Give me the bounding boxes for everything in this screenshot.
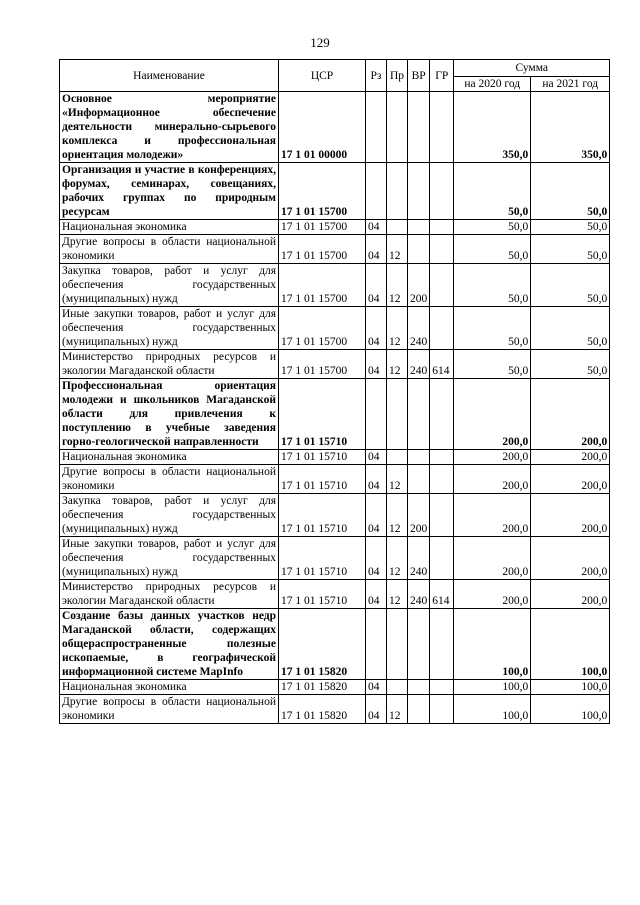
row-sum-2020: 200,0 [454, 537, 531, 580]
row-pr [387, 92, 408, 163]
row-sum-2021: 50,0 [531, 307, 610, 350]
row-vr: 240 [408, 307, 430, 350]
header-pr: Пр [387, 60, 408, 92]
row-pr: 12 [387, 695, 408, 724]
row-gr [430, 92, 454, 163]
row-pr [387, 220, 408, 235]
row-gr [430, 220, 454, 235]
row-vr [408, 379, 430, 450]
table-body [60, 92, 610, 724]
row-name: Основное мероприятие «Информационное обеспечение деятельности минерально-сырьевого комплекса и профессиональная ориентация молодежи» [60, 92, 279, 163]
row-gr [430, 609, 454, 680]
row-rz [366, 92, 387, 163]
row-name: Национальная экономика [60, 220, 279, 235]
row-sum-2020: 350,0 [454, 92, 531, 163]
row-vr [408, 465, 430, 494]
row-gr: 614 [430, 580, 454, 609]
row-name: Министерство природных ресурсов и экологии Магаданской области [60, 580, 279, 609]
row-gr [430, 450, 454, 465]
row-pr [387, 163, 408, 220]
table-row [60, 465, 610, 494]
row-vr [408, 92, 430, 163]
row-csr: 17 1 01 15700 [279, 163, 366, 220]
row-pr: 12 [387, 537, 408, 580]
row-rz: 04 [366, 695, 387, 724]
row-rz: 04 [366, 350, 387, 379]
row-rz: 04 [366, 537, 387, 580]
row-rz: 04 [366, 235, 387, 264]
row-sum-2020: 100,0 [454, 695, 531, 724]
row-csr: 17 1 01 15710 [279, 580, 366, 609]
row-gr [430, 163, 454, 220]
table-row [60, 379, 610, 450]
row-csr: 17 1 01 00000 [279, 92, 366, 163]
row-rz: 04 [366, 264, 387, 307]
row-sum-2020: 100,0 [454, 680, 531, 695]
row-name: Закупка товаров, работ и услуг для обеспечения государственных (муниципальных) нужд [60, 494, 279, 537]
table-row [60, 537, 610, 580]
row-vr: 240 [408, 580, 430, 609]
row-vr: 200 [408, 264, 430, 307]
row-vr [408, 235, 430, 264]
row-sum-2021: 100,0 [531, 609, 610, 680]
row-csr: 17 1 01 15700 [279, 235, 366, 264]
row-sum-2021: 200,0 [531, 494, 610, 537]
row-name: Другие вопросы в области национальной экономики [60, 465, 279, 494]
table-row [60, 580, 610, 609]
row-gr [430, 680, 454, 695]
table-row [60, 350, 610, 379]
row-pr: 12 [387, 465, 408, 494]
row-name: Другие вопросы в области национальной экономики [60, 695, 279, 724]
row-vr: 240 [408, 350, 430, 379]
row-pr [387, 609, 408, 680]
row-vr [408, 680, 430, 695]
budget-table [59, 59, 610, 724]
table-row [60, 307, 610, 350]
table-row [60, 680, 610, 695]
row-name: Национальная экономика [60, 450, 279, 465]
table-row [60, 235, 610, 264]
row-sum-2021: 50,0 [531, 264, 610, 307]
row-gr [430, 695, 454, 724]
header-year-2021: на 2021 год [531, 77, 610, 92]
row-pr: 12 [387, 580, 408, 609]
row-sum-2021: 100,0 [531, 680, 610, 695]
header-vr: ВР [408, 60, 430, 92]
row-pr [387, 450, 408, 465]
row-gr [430, 379, 454, 450]
row-rz: 04 [366, 307, 387, 350]
row-name: Закупка товаров, работ и услуг для обеспечения государственных (муниципальных) нужд [60, 264, 279, 307]
row-sum-2020: 50,0 [454, 235, 531, 264]
row-pr: 12 [387, 307, 408, 350]
row-csr: 17 1 01 15700 [279, 350, 366, 379]
table-row [60, 163, 610, 220]
row-sum-2021: 50,0 [531, 220, 610, 235]
row-rz: 04 [366, 580, 387, 609]
header-sum: Сумма [454, 60, 610, 77]
table-row [60, 609, 610, 680]
table-row [60, 220, 610, 235]
row-pr [387, 680, 408, 695]
row-name: Профессиональная ориентация молодежи и школьников Магаданской области для привлечения к поступлению в учебные заведения горно-геологической направленности [60, 379, 279, 450]
table-row [60, 92, 610, 163]
row-csr: 17 1 01 15700 [279, 307, 366, 350]
row-csr: 17 1 01 15710 [279, 465, 366, 494]
row-csr: 17 1 01 15710 [279, 379, 366, 450]
row-csr: 17 1 01 15710 [279, 494, 366, 537]
table-row [60, 494, 610, 537]
row-vr: 240 [408, 537, 430, 580]
row-sum-2020: 200,0 [454, 379, 531, 450]
row-vr [408, 695, 430, 724]
row-name: Иные закупки товаров, работ и услуг для обеспечения государственных (муниципальных) нужд [60, 537, 279, 580]
row-pr [387, 379, 408, 450]
row-name: Организация и участие в конференциях, форумах, семинарах, совещаниях, рабочих группах по природным ресурсам [60, 163, 279, 220]
row-sum-2021: 50,0 [531, 350, 610, 379]
table-row [60, 450, 610, 465]
row-gr [430, 494, 454, 537]
row-pr: 12 [387, 264, 408, 307]
row-name: Министерство природных ресурсов и экологии Магаданской области [60, 350, 279, 379]
row-sum-2021: 50,0 [531, 163, 610, 220]
row-sum-2020: 200,0 [454, 450, 531, 465]
row-pr: 12 [387, 235, 408, 264]
row-gr [430, 465, 454, 494]
row-sum-2021: 200,0 [531, 580, 610, 609]
row-rz [366, 609, 387, 680]
row-csr: 17 1 01 15700 [279, 220, 366, 235]
row-pr: 12 [387, 494, 408, 537]
row-sum-2020: 50,0 [454, 350, 531, 379]
row-sum-2020: 50,0 [454, 220, 531, 235]
row-sum-2020: 200,0 [454, 465, 531, 494]
header-name: Наименование [60, 60, 279, 92]
row-csr: 17 1 01 15820 [279, 609, 366, 680]
row-sum-2020: 50,0 [454, 264, 531, 307]
header-gr: ГР [430, 60, 454, 92]
row-vr: 200 [408, 494, 430, 537]
row-rz [366, 163, 387, 220]
row-sum-2021: 50,0 [531, 235, 610, 264]
row-gr [430, 307, 454, 350]
row-sum-2020: 50,0 [454, 163, 531, 220]
row-vr [408, 450, 430, 465]
row-sum-2020: 50,0 [454, 307, 531, 350]
row-vr [408, 163, 430, 220]
row-sum-2020: 200,0 [454, 494, 531, 537]
table-row [60, 695, 610, 724]
header-year-2020: на 2020 год [454, 77, 531, 92]
row-sum-2021: 350,0 [531, 92, 610, 163]
row-vr [408, 220, 430, 235]
header-csr: ЦСР [279, 60, 366, 92]
row-name: Иные закупки товаров, работ и услуг для обеспечения государственных (муниципальных) нужд [60, 307, 279, 350]
row-rz: 04 [366, 450, 387, 465]
row-csr: 17 1 01 15820 [279, 680, 366, 695]
row-rz [366, 379, 387, 450]
row-csr: 17 1 01 15710 [279, 450, 366, 465]
row-rz: 04 [366, 465, 387, 494]
row-sum-2021: 100,0 [531, 695, 610, 724]
row-csr: 17 1 01 15820 [279, 695, 366, 724]
row-csr: 17 1 01 15700 [279, 264, 366, 307]
table-row [60, 264, 610, 307]
row-sum-2020: 100,0 [454, 609, 531, 680]
row-sum-2021: 200,0 [531, 379, 610, 450]
row-gr: 614 [430, 350, 454, 379]
row-pr: 12 [387, 350, 408, 379]
row-gr [430, 537, 454, 580]
row-rz: 04 [366, 494, 387, 537]
row-rz: 04 [366, 680, 387, 695]
row-name: Национальная экономика [60, 680, 279, 695]
header-rz: Рз [366, 60, 387, 92]
row-sum-2020: 200,0 [454, 580, 531, 609]
row-rz: 04 [366, 220, 387, 235]
row-name: Другие вопросы в области национальной экономики [60, 235, 279, 264]
row-sum-2021: 200,0 [531, 537, 610, 580]
row-name: Создание базы данных участков недр Магаданской области, содержащих общераспространенные полезные ископаемые, в географической информационной системе MapInfo [60, 609, 279, 680]
row-csr: 17 1 01 15710 [279, 537, 366, 580]
page-number: 129 [310, 35, 330, 50]
row-gr [430, 264, 454, 307]
row-sum-2021: 200,0 [531, 450, 610, 465]
row-vr [408, 609, 430, 680]
row-sum-2021: 200,0 [531, 465, 610, 494]
row-gr [430, 235, 454, 264]
